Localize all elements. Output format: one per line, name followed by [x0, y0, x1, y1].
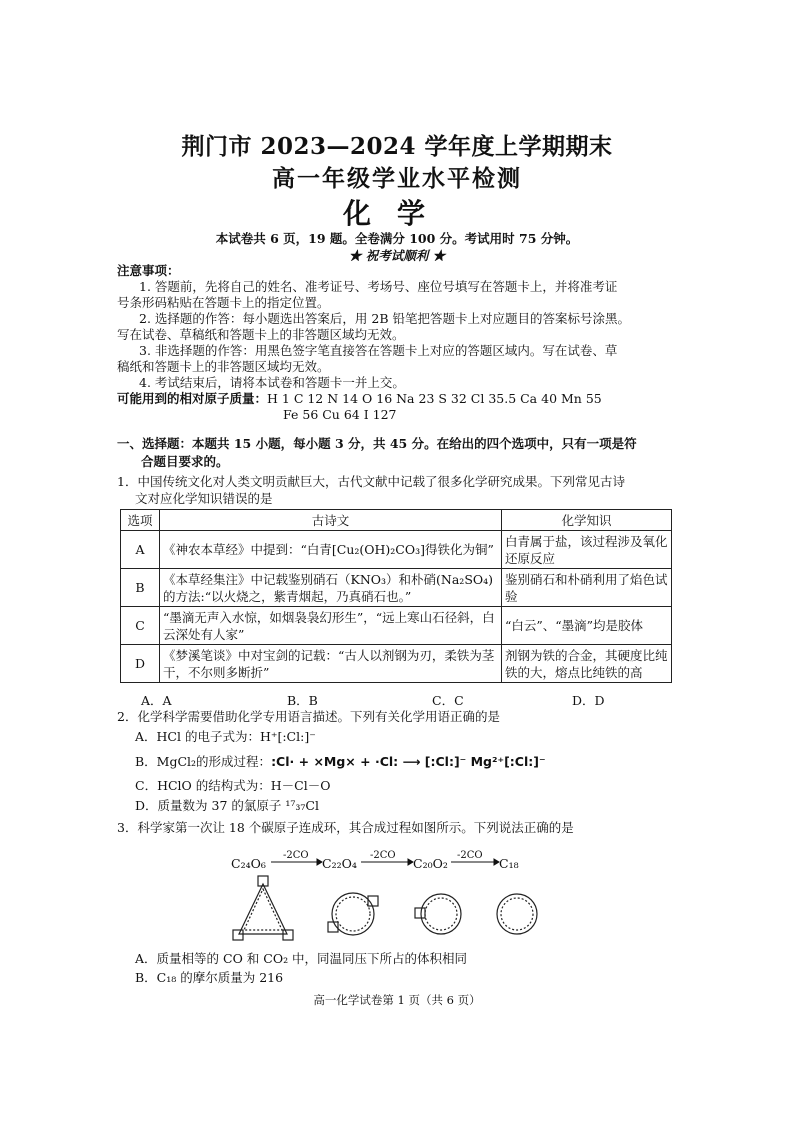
species-label: C₂₄O₆ [231, 856, 266, 871]
option-cell: B [121, 569, 160, 607]
arrow-label: -2CO [283, 850, 309, 861]
poem-cell: 《本草经集注》中记载鉴别硝石（KNO₃）和朴硝(Na₂SO₄)的方法:“以火烧之，紫青烟起，乃真硝石也。” [160, 569, 502, 607]
section-heading: 一、选择题：本题共 15 小题，每小题 3 分，共 45 分。在给出的四个选项中，只有一项是符 [117, 436, 637, 451]
knowledge-cell: “白云”、“墨滴”均是胶体 [502, 607, 672, 645]
notes-item: 3. 非选择题的作答：用黑色签字笔直接答在答题卡上对应的答题区域内。写在试卷、草 [139, 343, 618, 358]
q2-option-b-label: B．MgCl₂的形成过程： [135, 754, 272, 769]
notes-item: 号条形码粘贴在答题卡上的指定位置。 [117, 295, 330, 310]
arrow-label: -2CO [370, 850, 396, 861]
notes-heading: 注意事项： [117, 263, 180, 278]
option-cell: C [121, 607, 160, 645]
page-footer: 高一化学试卷第 1 页（共 6 页） [313, 993, 481, 1007]
q1-choice: C．C [432, 693, 464, 708]
table-header: 选项 [121, 510, 160, 531]
poem-cell: “墨滴无声入水惊，如烟袅袅幻形生”，“远上寒山石径斜，白云深处有人家” [160, 607, 502, 645]
q2-option-b-formula: :Cl· + ×Mg× + ·Cl: ⟶ [:Cl:]⁻ Mg²⁺[:Cl:]⁻ [271, 754, 546, 769]
section-heading-cont: 合题目要求的。 [141, 454, 229, 469]
atomic-mass-label: 可能用到的相对原子质量： [117, 391, 268, 406]
exam-title-line1: 荆门市 2023—2024 学年度上学期期末 [181, 133, 613, 160]
arrow-label: -2CO [457, 850, 483, 861]
q1-stem-cont: 文对应化学知识错误的是 [135, 491, 273, 506]
table-header-row [121, 510, 672, 531]
knowledge-cell: 鉴别硝石和朴硝利用了焰色试验 [502, 569, 672, 607]
c20o2-ring [421, 894, 461, 934]
q3-option-b: B．C₁₈ 的摩尔质量为 216 [135, 970, 284, 985]
q2-option-d: D．质量数为 37 的氯原子 ¹⁷₃₇Cl [135, 798, 319, 813]
option-cell: D [121, 645, 160, 683]
q2-option-c: C．HClO 的结构式为：H－Cl－O [135, 778, 331, 793]
q1-table [120, 509, 672, 683]
notes-item: 写在试卷、草稿纸和答题卡上的非答题区域均无效。 [117, 327, 405, 342]
table-row [121, 645, 672, 683]
exam-subject: 化学 [342, 197, 451, 230]
exam-wish: ★ 祝考试顺利 ★ [348, 248, 446, 263]
notes-item: 1. 答题前，先将自己的姓名、准考证号、考场号、座位号填写在答题卡上，并将准考证 [139, 279, 618, 294]
exam-title-line2: 高一年级学业水平检测 [272, 165, 522, 192]
q3-stem: 3．科学家第一次让 18 个碳原子连成环，其合成过程如图所示。下列说法正确的是 [117, 820, 574, 835]
table-row [121, 607, 672, 645]
poem-cell: 《神农本草经》中提到：“白青[Cu₂(OH)₂CO₃]得铁化为铜” [160, 531, 502, 569]
q2-option-a: A．HCl 的电子式为：H⁺[:Cl:]⁻ [135, 729, 316, 744]
q1-stem: 1．中国传统文化对人类文明贡献巨大，古代文献中记载了很多化学研究成果。下列常见古诗 [117, 474, 625, 489]
q1-choice: D．D [572, 693, 605, 708]
notes-item: 2. 选择题的作答：每小题选出答案后，用 2B 铅笔把答题卡上对应题目的答案标号涂黑。 [139, 311, 630, 326]
q3-option-a: A．质量相等的 CO 和 CO₂ 中，同温同压下所占的体积相同 [135, 951, 468, 966]
table-header: 古诗文 [160, 510, 502, 531]
knowledge-cell: 剂钢为铁的合金，其硬度比纯铁的大，熔点比纯铁的高 [502, 645, 672, 683]
table-row [121, 531, 672, 569]
q1-choice: A．A [141, 693, 172, 708]
reaction-arrows [225, 842, 585, 948]
species-label: C₂₂O₄ [322, 856, 357, 871]
q1-choice: B．B [287, 693, 318, 708]
species-label: C₂₀O₂ [413, 856, 448, 871]
species-label: C₁₈ [499, 856, 519, 871]
q3-synthesis-diagram [225, 842, 585, 948]
notes-item: 4. 考试结束后，请将本试卷和答题卡一并上交。 [139, 375, 405, 390]
notes-item: 稿纸和答题卡上的非答题区域均无效。 [117, 359, 330, 374]
exam-meta: 本试卷共 6 页，19 题。全卷满分 100 分。考试用时 75 分钟。 [215, 231, 579, 246]
option-cell: A [121, 531, 160, 569]
knowledge-cell: 白青属于盐，该过程涉及氧化还原反应 [502, 531, 672, 569]
c18-ring [497, 894, 537, 934]
table-row [121, 569, 672, 607]
table-header: 化学知识 [502, 510, 672, 531]
atomic-mass-list-cont: Fe 56 Cu 64 I 127 [283, 407, 397, 422]
poem-cell: 《梦溪笔谈》中对宝剑的记载：“古人以剂钢为刃，柔铁为茎干，不尔则多断折” [160, 645, 502, 683]
q2-stem: 2．化学科学需要借助化学专用语言描述。下列有关化学用语正确的是 [117, 709, 500, 724]
atomic-mass-list: H 1 C 12 N 14 O 16 Na 23 S 32 Cl 35.5 Ca 40 Mn 55 [267, 391, 602, 406]
